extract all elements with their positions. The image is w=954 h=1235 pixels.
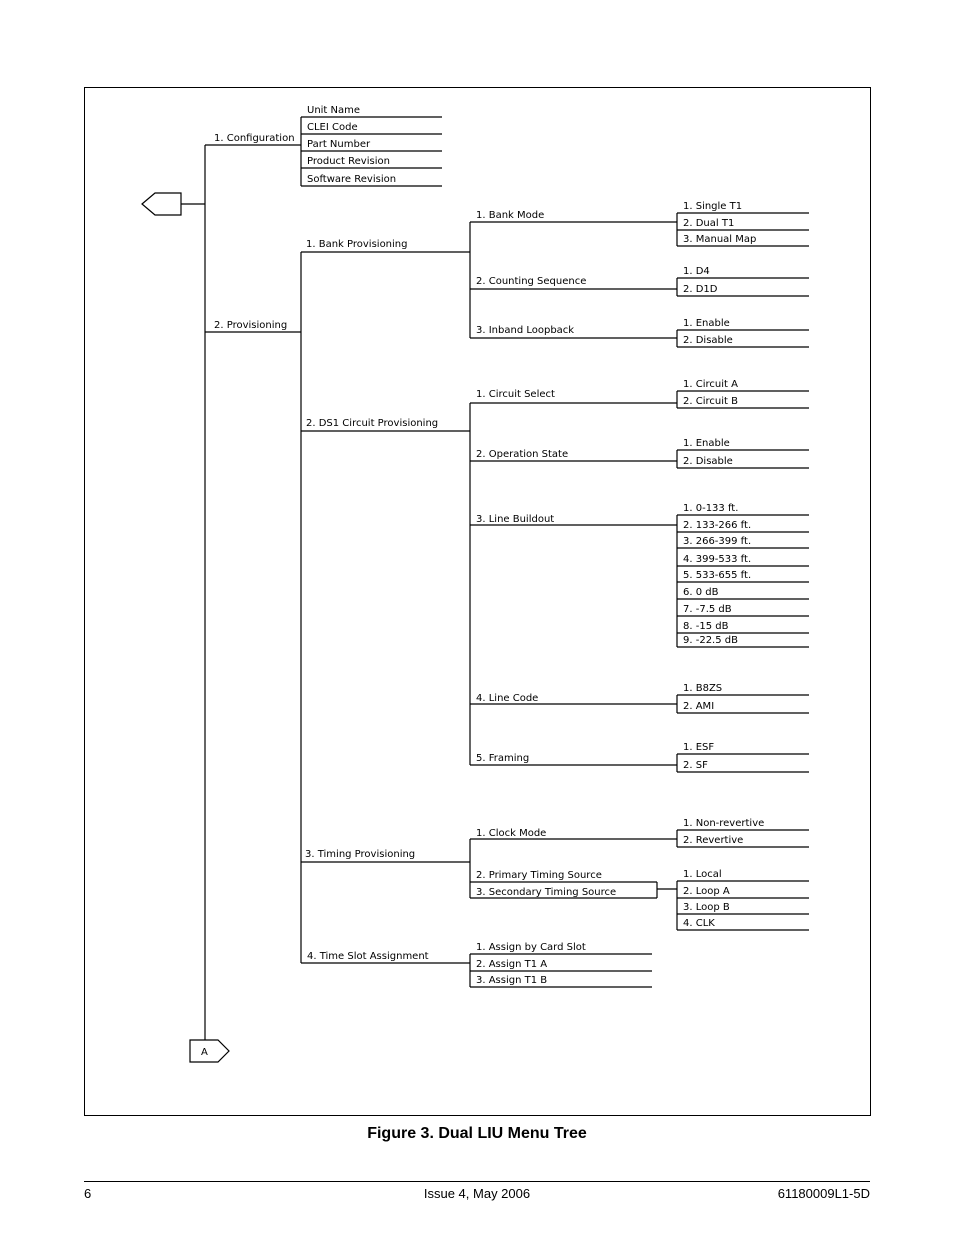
footer-divider (84, 1181, 870, 1182)
menu-item-3-266-399-ft: 3. 266-399 ft. (683, 536, 752, 547)
footer-issue: Issue 4, May 2006 (423, 1186, 531, 1201)
menu-item-3-timing-provisioning: 3. Timing Provisioning (305, 849, 416, 860)
menu-item-1-bank-mode: 1. Bank Mode (476, 210, 545, 221)
menu-item-1-bank-provisioning: 1. Bank Provisioning (306, 239, 408, 250)
root-connector-icon (142, 193, 181, 215)
menu-item-1-single-t1: 1. Single T1 (683, 201, 743, 212)
menu-item-3-line-buildout: 3. Line Buildout (476, 514, 555, 525)
menu-item-1-circuit-select: 1. Circuit Select (476, 389, 555, 400)
menu-item-3-loop-b: 3. Loop B (683, 902, 730, 913)
menu-item-1-clock-mode: 1. Clock Mode (476, 828, 547, 839)
menu-item-1-circuit-a: 1. Circuit A (683, 379, 738, 390)
menu-item-1-configuration: 1. Configuration (214, 133, 295, 144)
menu-item-2-disable: 2. Disable (683, 456, 733, 467)
footer-document-number: 61180009L1-5D (777, 1186, 870, 1201)
menu-item-2-counting-sequence: 2. Counting Sequence (476, 276, 587, 287)
menu-item-part-number: Part Number (307, 139, 371, 150)
menu-item-1-enable: 1. Enable (683, 438, 730, 449)
menu-item-2-133-266-ft: 2. 133-266 ft. (683, 520, 752, 531)
menu-item-1-esf: 1. ESF (683, 742, 715, 753)
menu-item-6-0-db: 6. 0 dB (683, 587, 719, 598)
menu-item-3-inband-loopback: 3. Inband Loopback (476, 325, 575, 336)
menu-item-software-revision: Software Revision (307, 174, 397, 185)
menu-item-clei-code: CLEI Code (307, 122, 358, 133)
continuation-connector-icon (190, 1040, 229, 1062)
menu-item-2-ami: 2. AMI (683, 701, 715, 712)
menu-item-1-enable: 1. Enable (683, 318, 730, 329)
menu-item-2-assign-t1-a: 2. Assign T1 A (476, 959, 548, 970)
menu-item-9-22-5-db: 9. -22.5 dB (683, 635, 738, 646)
menu-item-3-secondary-timing-source: 3. Secondary Timing Source (476, 887, 617, 898)
menu-item-4-line-code: 4. Line Code (476, 693, 539, 704)
menu-item-2-dual-t1: 2. Dual T1 (683, 218, 735, 229)
menu-item-7-7-5-db: 7. -7.5 dB (683, 604, 732, 615)
menu-item-2-loop-a: 2. Loop A (683, 886, 730, 897)
menu-item-2-d1d: 2. D1D (683, 284, 718, 295)
menu-item-2-revertive: 2. Revertive (683, 835, 744, 846)
menu-item-2-sf: 2. SF (683, 760, 708, 771)
menu-item-product-revision: Product Revision (307, 156, 390, 167)
menu-item-2-operation-state: 2. Operation State (476, 449, 569, 460)
menu-item-2-circuit-b: 2. Circuit B (683, 396, 738, 407)
menu-item-2-disable: 2. Disable (683, 335, 733, 346)
menu-item-unit-name: Unit Name (307, 105, 361, 116)
menu-item-1-d4: 1. D4 (683, 266, 710, 277)
menu-item-3-assign-t1-b: 3. Assign T1 B (476, 975, 548, 986)
menu-item-1-0-133-ft: 1. 0-133 ft. (683, 503, 739, 514)
menu-item-2-ds1-circuit-provisioning: 2. DS1 Circuit Provisioning (306, 418, 439, 429)
continuation-connector-label: A (201, 1047, 208, 1058)
menu-item-5-533-655-ft: 5. 533-655 ft. (683, 570, 752, 581)
menu-item-1-local: 1. Local (683, 869, 722, 880)
menu-item-1-b8zs: 1. B8ZS (683, 683, 723, 694)
menu-item-4-399-533-ft: 4. 399-533 ft. (683, 554, 752, 565)
menu-item-1-assign-by-card-slot: 1. Assign by Card Slot (476, 942, 586, 953)
menu-item-2-primary-timing-source: 2. Primary Timing Source (476, 870, 602, 881)
menu-item-2-provisioning: 2. Provisioning (214, 320, 288, 331)
menu-item-8-15-db: 8. -15 dB (683, 621, 729, 632)
figure-caption: Figure 3. Dual LIU Menu Tree (367, 1125, 587, 1142)
menu-item-5-framing: 5. Framing (476, 753, 530, 764)
menu-item-4-clk: 4. CLK (683, 918, 715, 929)
footer-page-number: 6 (84, 1186, 92, 1201)
menu-item-3-manual-map: 3. Manual Map (683, 234, 757, 245)
menu-item-1-non-revertive: 1. Non-revertive (683, 818, 765, 829)
menu-item-4-time-slot-assignment: 4. Time Slot Assignment (307, 951, 429, 962)
